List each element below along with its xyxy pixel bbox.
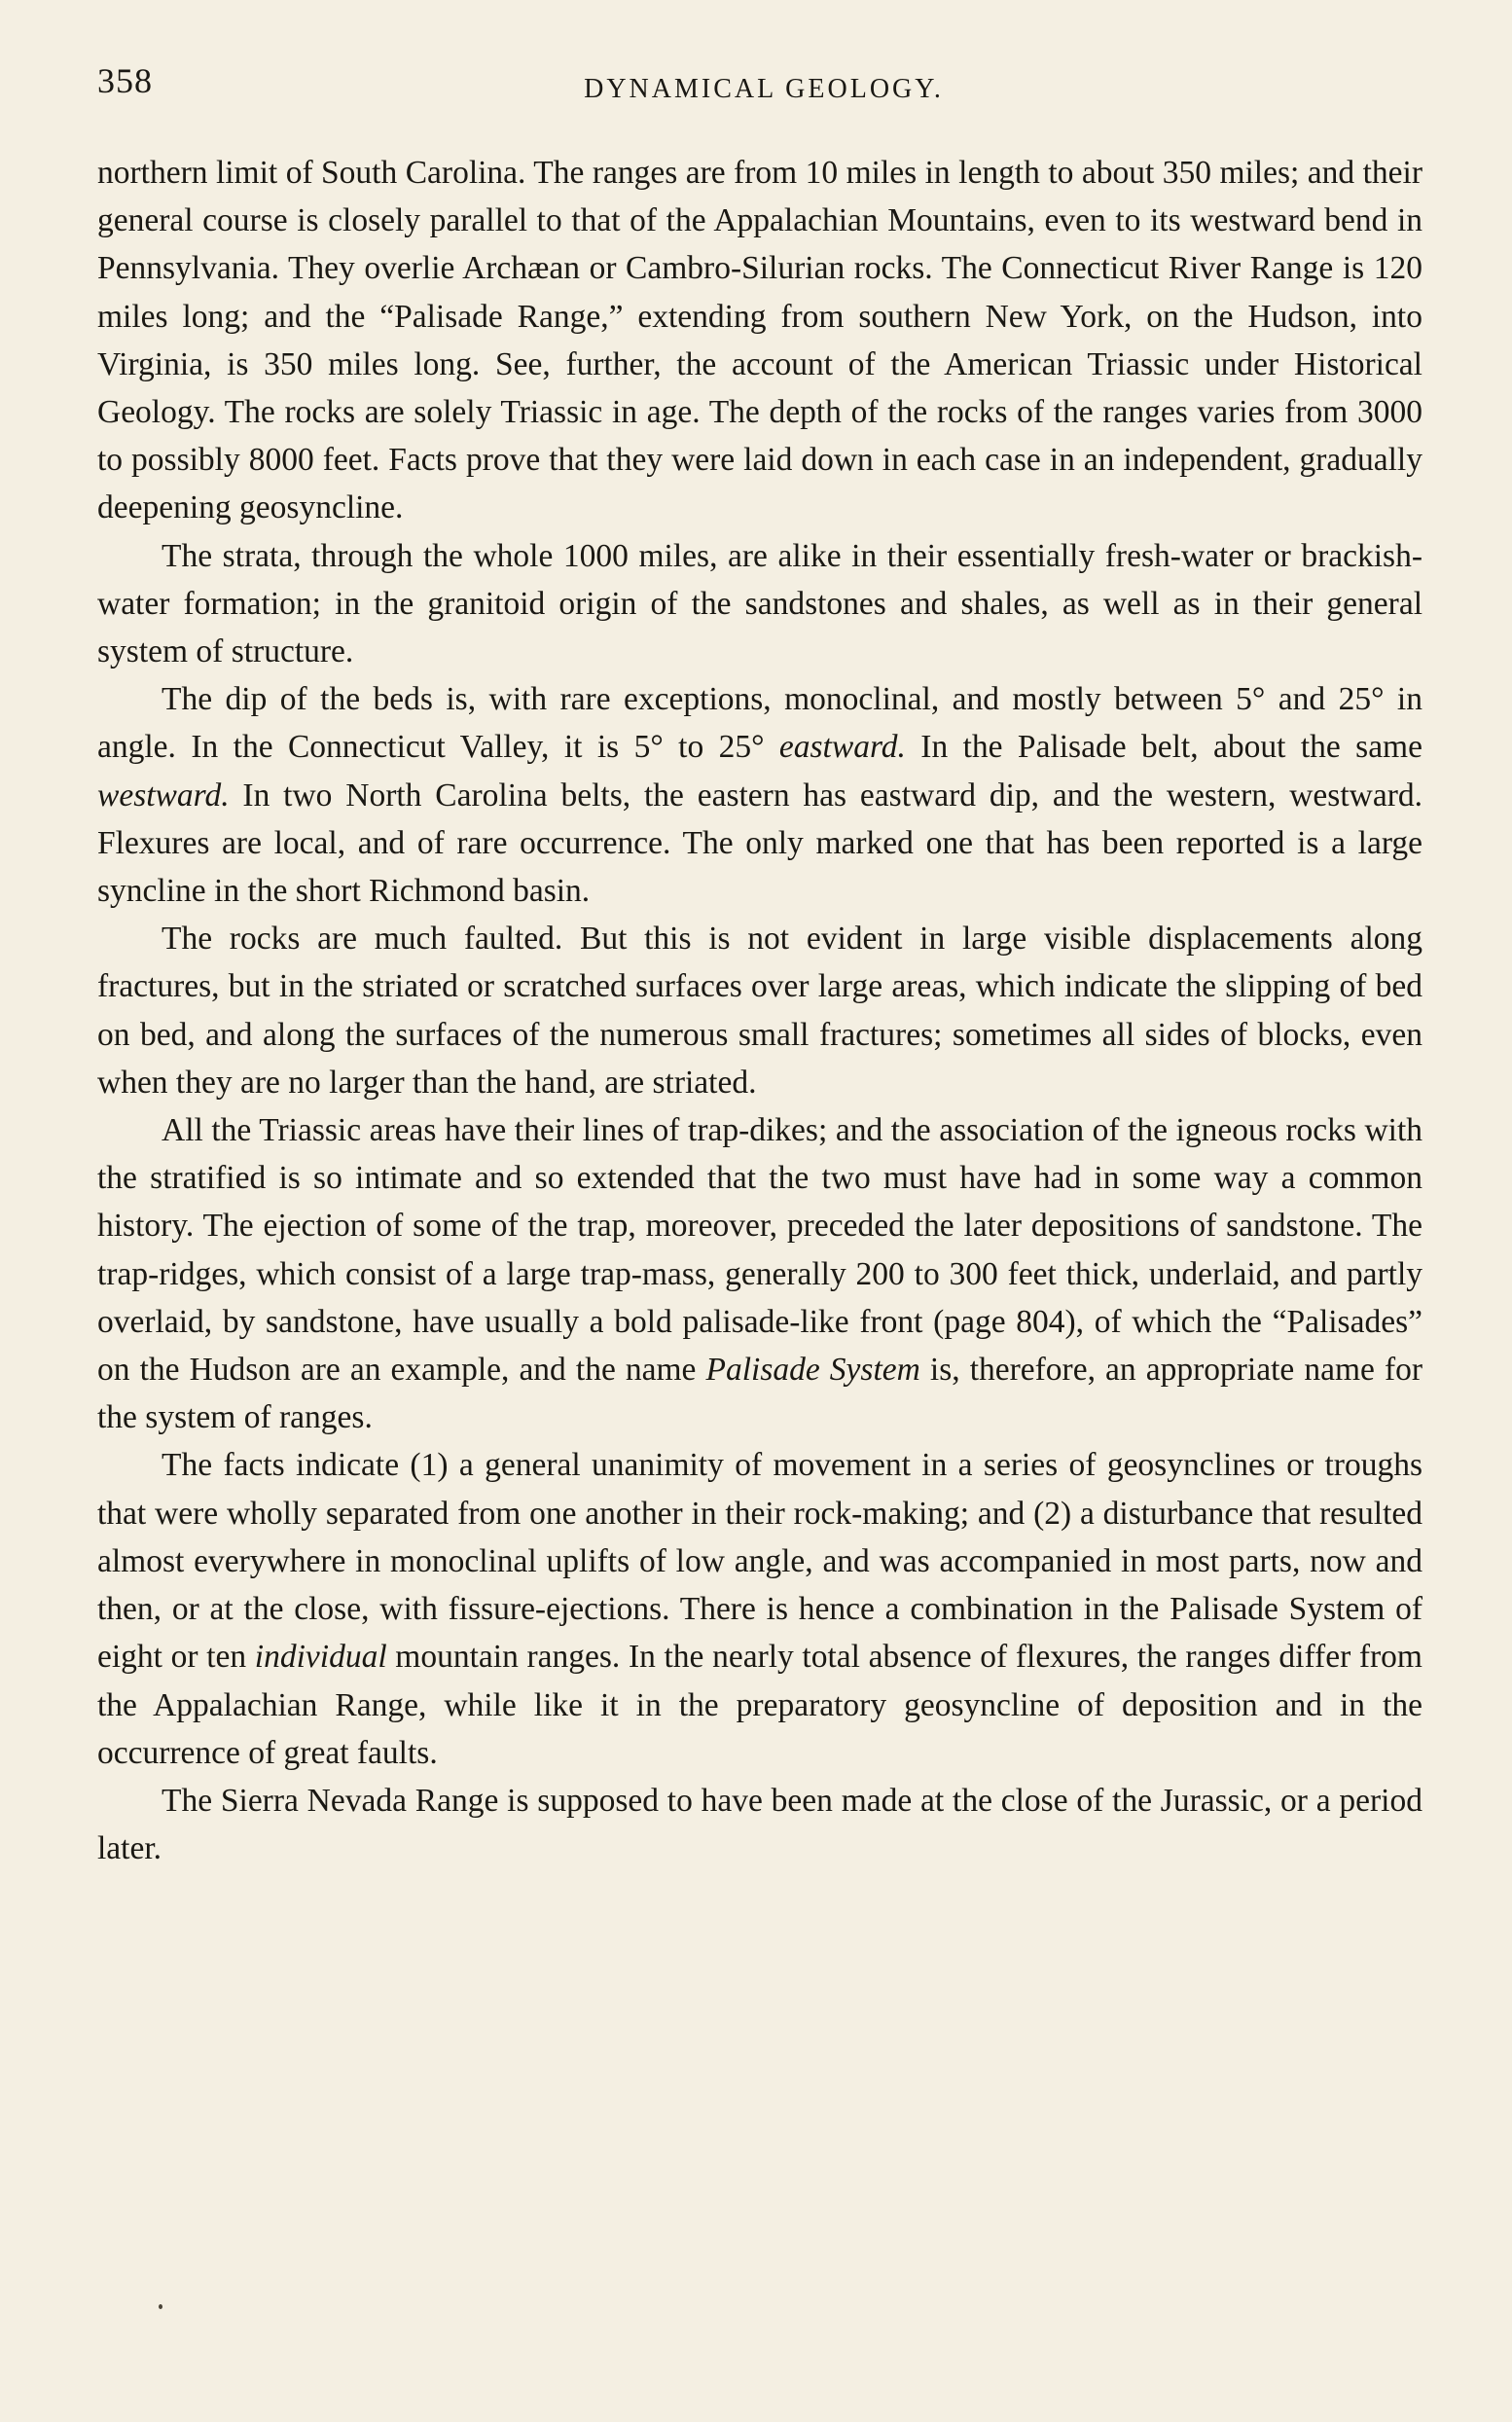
text-run: All the Triassic areas have their lines of trap-dikes; and the association of the igneous rocks with the stratified is so intimate and so extended that the two must have had in some way a common history. The ejection of some of the trap, moreover, preceded the later depositions of sandstone. The trap-ridges, which consist of a large trap-mass, generally 200 to 300 feet thick, underlaid, and partly overlaid, by sandstone, have usually a bold palisade-like front (page 804), of which the “Palisades” on the Hudson are an example, and the name (97, 1112, 1422, 1389)
italic-text: Palisade System (705, 1352, 920, 1389)
paragraph-7 (97, 1777, 1422, 1872)
paragraph-3 (97, 675, 1422, 915)
paragraph-5 (97, 1106, 1422, 1441)
text-run: In two North Carolina belts, the eastern has eastward dip, and the western, westward. Flexures are local, and of rare occurrence. The only marked one that has been reported is a large syncline in the short Richmond basin. (97, 777, 1422, 910)
text-run: mountain ranges. In the nearly total absence of flexures, the ranges differ from the Appalachian Range, while like it in the preparatory geosyncline of deposition and in the occurrence of great faults. (97, 1639, 1422, 1771)
italic-text: eastward. (778, 729, 906, 766)
text-run: The facts indicate (1) a general unanimity of movement in a series of geosynclines or troughs that were wholly separated from one another in their rock-making; and (2) a disturbance that resulted almost everywhere in monoclinal uplifts of low angle, and was accompanied in most parts, now and then, or at the close, with fissure-ejections. There is hence a combination in the Palisade System of eight or ten (97, 1447, 1422, 1676)
text-run: The Sierra Nevada Range is supposed to have been made at the close of the Jurassic, or a period later. (97, 1782, 1422, 1867)
text-run: The dip of the beds is, with rare exceptions, monoclinal, and mostly between 5° and 25° in angle. In the Connecticut Valley, it is 5° to 25° (97, 681, 1422, 766)
ink-speck (159, 2304, 162, 2309)
text-run: The strata, through the whole 1000 miles, are alike in their essentially fresh-water or brackish-water formation; in the granitoid origin of the sandstones and shales, as well as in their general system of structure. (97, 537, 1422, 670)
text-run: In the Palisade belt, about the same (905, 729, 1422, 766)
running-head: DYNAMICAL GEOLOGY. (584, 74, 944, 104)
paragraph-2 (97, 532, 1422, 676)
text-run: is, therefore, an appropriate name for the system of ranges. (97, 1352, 1423, 1436)
page-header (97, 60, 1430, 109)
paragraph-4 (97, 915, 1422, 1106)
paragraph-6 (97, 1441, 1422, 1776)
paragraph-1 (97, 149, 1422, 532)
text-run: The rocks are much faulted. But this is not evident in large visible displacements along fractures, but in the striated or scratched surfaces over large areas, which indicate the slipping of bed on bed, and along the surfaces of the numerous small fractures; sometimes all sides of blocks, even when they are no larger than the hand, are striated. (97, 921, 1422, 1101)
italic-text: westward. (97, 777, 230, 813)
page-number: 358 (97, 61, 153, 100)
body-text (97, 149, 1422, 1872)
text-run: northern limit of South Carolina. The ranges are from 10 miles in length to about 350 miles; and their general course is closely parallel to that of the Appalachian Mountains, even to its westward bend in Pennsylvania. They overlie Archæan or Cambro-Silurian rocks. The Connecticut River Range is 120 miles long; and the “Palisade Range,” extending from southern New York, on the Hudson, into Virginia, is 350 miles long. See, further, the account of the American Triassic under Historical Geology. The rocks are solely Triassic in age. The depth of the rocks of the ranges varies from 3000 to possibly 8000 feet. Facts prove that they were laid down in each case in an independent, gradually deepening geosyncline. (97, 155, 1422, 526)
italic-text: individual (254, 1639, 387, 1676)
